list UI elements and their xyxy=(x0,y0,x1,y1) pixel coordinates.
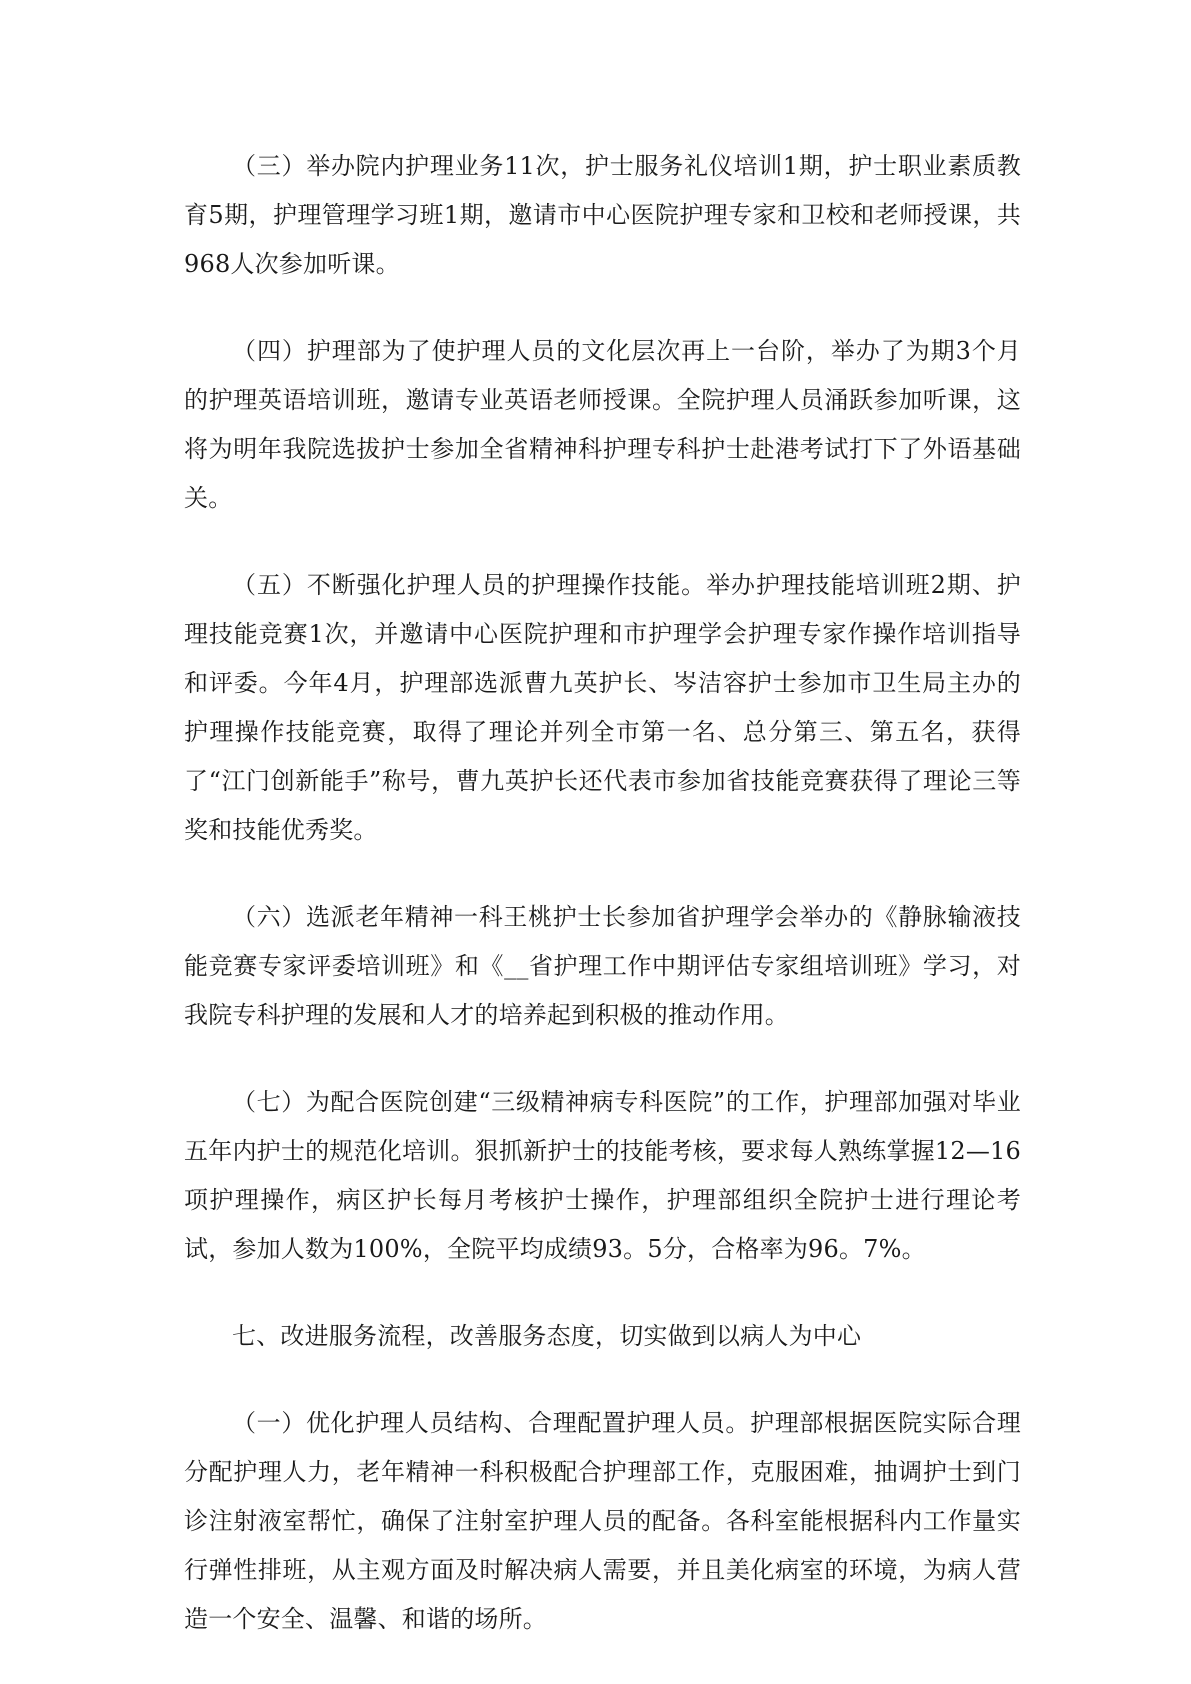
section-heading-7: 七、改进服务流程，改善服务态度，切实做到以病人为中心 xyxy=(232,1322,862,1350)
paragraph-item-7: （七）为配合医院创建“三级精神病专科医院”的工作，护理部加强对毕业五年内护士的规范化培训。狠抓新护士的技能考核，要求每人熟练掌握12—16项护理操作，病区护长每月考核护士操作，护理部组织全院护士进行理论考试，参加人数为100%，全院平均成绩93。5分，合格率为96。7%。 xyxy=(184,1088,1021,1263)
paragraph-item-5: （五）不断强化护理人员的护理操作技能。举办护理技能培训班2期、护理技能竞赛1次，并邀请中心医院护理和市护理学会护理专家作操作培训指导和评委。今年4月，护理部选派曹九英护长、岑洁容护士参加市卫生局主办的护理操作技能竞赛，取得了理论并列全市第一名、总分第三、第五名，获得了“江门创新能手”称号，曹九英护长还代表市参加省技能竞赛获得了理论三等奖和技能优秀奖。 xyxy=(184,571,1021,844)
paragraph-item-1: （一）优化护理人员结构、合理配置护理人员。护理部根据医院实际合理分配护理人力，老年精神一科积极配合护理部工作，克服困难，抽调护士到门诊注射液室帮忙，确保了注射室护理人员的配备。各科室能根据科内工作量实行弹性排班，从主观方面及时解决病人需要，并且美化病室的环境，为病人营造一个安全、温馨、和谐的场所。 xyxy=(184,1409,1021,1633)
paragraph-item-4: （四）护理部为了使护理人员的文化层次再上一台阶，举办了为期3个月的护理英语培训班，邀请专业英语老师授课。全院护理人员涌跃参加听课，这将为明年我院选拔护士参加全省精神科护理专科护士赴港考试打下了外语基础关。 xyxy=(184,337,1021,512)
paragraph-item-3: （三）举办院内护理业务11次，护士服务礼仪培训1期，护士职业素质教育5期，护理管理学习班1期，邀请市中心医院护理专家和卫校和老师授课，共968人次参加听课。 xyxy=(184,152,1021,278)
paragraph-item-6: （六）选派老年精神一科王桃护士长参加省护理学会举办的《静脉输液技能竞赛专家评委培训班》和《__省护理工作中期评估专家组培训班》学习，对我院专科护理的发展和人才的培养起到积极的推动作用。 xyxy=(184,903,1021,1029)
